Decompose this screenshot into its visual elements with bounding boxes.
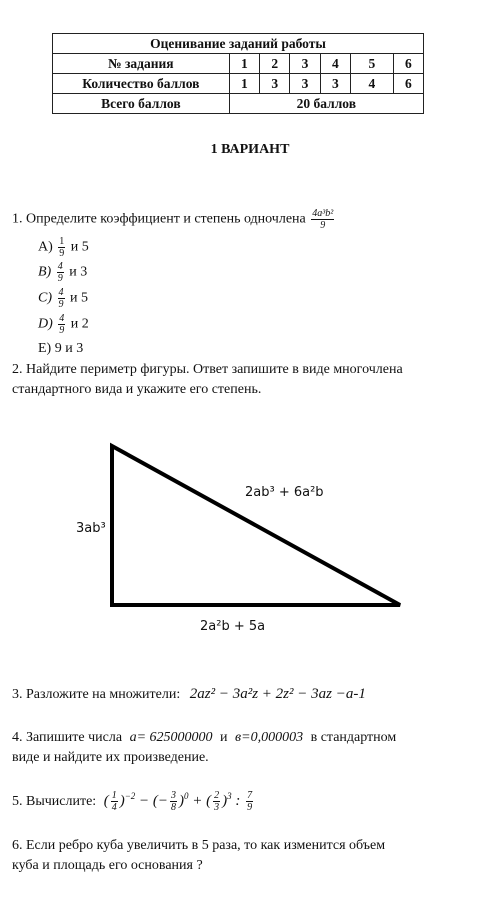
question-1-text: 1. Определите коэффициент и степень одночлена — [12, 211, 306, 227]
option-d — [38, 313, 89, 336]
fraction-numerator: 1 — [111, 790, 117, 801]
question-3 — [12, 686, 366, 703]
table-cell: 3 — [260, 74, 290, 94]
grading-table — [52, 33, 424, 114]
option-letter: D) — [38, 316, 53, 332]
question-4-line-2: виде и найдите их произведение. — [12, 750, 209, 765]
option-letter: B) — [38, 264, 52, 280]
side-label-hypotenuse: 2ab³ + 6a²b — [245, 485, 324, 500]
fraction-numerator: 4 — [57, 261, 63, 272]
fraction-denominator: 3 — [214, 802, 220, 813]
option-c — [38, 287, 88, 310]
question-5 — [12, 790, 255, 813]
row-label: Количество баллов — [53, 74, 230, 94]
option-fraction — [57, 261, 64, 284]
question-3-text: 3. Разложите на множители: — [12, 687, 181, 702]
question-2-line-1: 2. Найдите периметр фигуры. Ответ запишите в виде многочлена — [12, 362, 403, 377]
exponent: 3 — [227, 790, 232, 801]
exponent: −2 — [124, 790, 136, 801]
table-row — [53, 74, 424, 94]
fraction-denominator: 4 — [111, 802, 117, 813]
table-title: Оценивание заданий работы — [53, 34, 424, 54]
option-text: и 5 — [70, 239, 89, 255]
option-letter: E) — [38, 341, 52, 356]
fraction-numerator: 3 — [171, 790, 177, 801]
table-cell: 6 — [393, 54, 423, 74]
fraction-denominator: 9 — [320, 220, 326, 231]
operator: : — [235, 792, 241, 809]
option-fraction — [58, 287, 65, 310]
question-4-text: 4. Запишите числа — [12, 730, 123, 745]
triangle-figure — [60, 430, 460, 640]
question-5-expression: ( $\frac{1}{4}$ )$^{-2}$ − (− $\frac{3}{8}$ )$^0$ + ( $\frac{2}{3}$ )$^3$ : $\frac{7}{9}$ — [103, 790, 253, 813]
option-text: и 3 — [69, 264, 88, 280]
question-3-expression: 2az² − 3a²z + 2z² − 3az −a-1 — [189, 686, 366, 702]
table-cell: 4 — [320, 54, 350, 74]
fraction-denominator: 9 — [247, 802, 253, 813]
fraction-numerator: 2 — [214, 790, 220, 801]
option-letter: A) — [38, 239, 53, 255]
table-row — [53, 94, 424, 114]
fraction-numerator: 7 — [247, 790, 253, 801]
option-letter: C) — [38, 290, 52, 306]
option-text: и 2 — [70, 316, 89, 332]
operator: + — [192, 792, 203, 809]
question-2-line-2: стандартного вида и укажите его степень. — [12, 382, 262, 397]
fraction-denominator: 9 — [59, 248, 65, 259]
option-fraction — [58, 236, 65, 259]
table-row — [53, 54, 424, 74]
exponent: 0 — [184, 790, 189, 801]
number-b: в=0,000003 — [235, 730, 304, 745]
side-label-left: 3ab³ — [76, 521, 106, 536]
table-cell: 2 — [260, 54, 290, 74]
fraction-denominator: 9 — [59, 325, 65, 336]
total-points: 20 баллов — [229, 94, 423, 114]
table-cell: 3 — [320, 74, 350, 94]
option-fraction — [58, 313, 65, 336]
question-4-text-end: в стандартном — [310, 730, 397, 745]
side-label-bottom: 2a²b + 5a — [200, 619, 266, 634]
number-a: a= 625000000 — [129, 730, 213, 745]
question-1 — [12, 208, 336, 231]
table-cell: 6 — [393, 74, 423, 94]
option-text: и 5 — [70, 290, 88, 306]
right-triangle — [112, 446, 400, 605]
fraction-denominator: 9 — [58, 299, 64, 310]
fraction-numerator: 4 — [58, 287, 64, 298]
question-6-line-2: куба и площадь его основания ? — [12, 858, 203, 873]
option-text: 9 и 3 — [54, 341, 84, 356]
operator: − — [139, 792, 150, 809]
monomial-fraction — [311, 208, 334, 231]
option-a — [38, 236, 89, 259]
table-cell: 3 — [290, 54, 320, 74]
table-cell: 3 — [290, 74, 320, 94]
fraction-numerator: 1 — [59, 236, 65, 247]
conjunction: и — [220, 730, 228, 745]
fraction-denominator: 9 — [57, 273, 63, 284]
fraction-numerator: 4 — [59, 313, 65, 324]
option-b — [38, 261, 87, 284]
row-label: Всего баллов — [53, 94, 230, 114]
question-6-line-1: 6. Если ребро куба увеличить в 5 раза, то как изменится объем — [12, 838, 386, 853]
table-cell: 4 — [351, 74, 394, 94]
question-4-line-1 — [12, 730, 396, 746]
fraction-denominator: 8 — [171, 802, 177, 813]
table-cell: 1 — [229, 74, 259, 94]
option-e — [38, 341, 83, 357]
fraction-numerator: 4a³b² — [312, 208, 334, 219]
question-5-text: 5. Вычислите: — [12, 793, 97, 809]
table-cell: 1 — [229, 54, 259, 74]
table-cell: 5 — [351, 54, 394, 74]
row-label: № задания — [53, 54, 230, 74]
variant-heading: 1 ВАРИАНТ — [210, 142, 290, 157]
